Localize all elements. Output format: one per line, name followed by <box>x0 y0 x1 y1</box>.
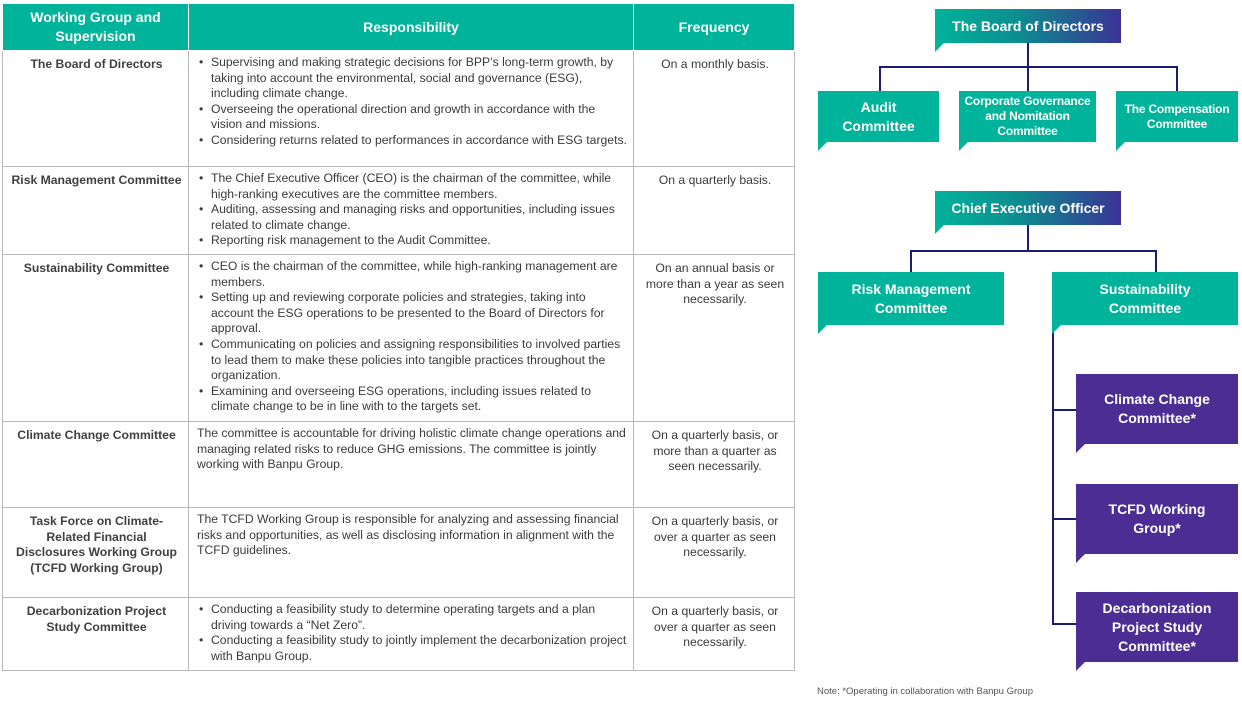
audit-committee-box: Audit Committee <box>818 91 939 142</box>
row-text: The committee is accountable for driving holistic climate change operations and managing related risks to reduce GHG emissions. The committee is jointly working with Banpu Group. <box>197 426 626 472</box>
table-row <box>3 598 795 671</box>
corporate-governance-committee-box: Corporate Governance and Nomitation Committee <box>959 91 1096 142</box>
list-item: • CEO is the chairman of the committee, while high-ranking management are members. <box>211 259 627 290</box>
connector-line <box>1052 409 1076 411</box>
list-item: • Reporting risk management to the Audit Committee. <box>211 233 627 249</box>
list-item: • Conducting a feasibility study to determine operating targets and a plan driving towards a “Net Zero”. <box>211 602 627 633</box>
row-name: Sustainability Committee <box>3 255 189 422</box>
ceo-box: Chief Executive Officer <box>935 191 1121 225</box>
connector-line <box>1052 518 1076 520</box>
sustainability-committee-box: Sustainability Committee <box>1052 272 1238 325</box>
connector-line <box>1027 66 1029 91</box>
row-name: Risk Management Committee <box>3 167 189 255</box>
list-item: • Overseeing the operational direction and growth in accordance with the vision and missions. <box>211 102 627 133</box>
header-working-group: Working Group and Supervision <box>3 4 189 51</box>
connector-line <box>1052 327 1054 624</box>
row-frequency: On a quarterly basis, or over a quarter as seen necessarily. <box>634 598 795 671</box>
list-item: • Examining and overseeing ESG operations, including issues related to climate change to be in line with to the targets set. <box>211 384 627 415</box>
header-frequency: Frequency <box>634 4 795 51</box>
row-responsibility <box>189 255 634 422</box>
row-responsibility <box>189 598 634 671</box>
list-item: • Communicating on policies and assigning responsibilities to involved parties to lead them to make these policies into tangible practices throughout the organization. <box>211 337 627 384</box>
row-name: The Board of Directors <box>3 51 189 167</box>
row-frequency: On a quarterly basis, or more than a quarter as seen necessarily. <box>634 422 795 508</box>
governance-table <box>2 3 795 671</box>
connector-line <box>1027 225 1029 251</box>
board-of-directors-box: The Board of Directors <box>935 9 1121 43</box>
connector-line <box>910 250 912 272</box>
compensation-committee-box: The Compensation Committee <box>1116 91 1238 142</box>
tcfd-working-group-box: TCFD Working Group* <box>1076 484 1238 554</box>
list-item: • Conducting a feasibility study to jointly implement the decarbonization project with Banpu Group. <box>211 633 627 664</box>
table-row <box>3 255 795 422</box>
row-name: Decarbonization Project Study Committee <box>3 598 189 671</box>
footnote: Note: *Operating in collaboration with Banpu Group <box>817 686 1033 697</box>
table-row <box>3 508 795 598</box>
list-item: • Setting up and reviewing corporate policies and strategies, taking into account the ESG operations to be presented to the Board of Directors for approval. <box>211 290 627 337</box>
list-item: • Considering returns related to performances in accordance with ESG targets. <box>211 133 627 149</box>
row-name: Task Force on Climate-Related Financial Disclosures Working Group (TCFD Working Group) <box>3 508 189 598</box>
row-responsibility <box>189 508 634 598</box>
row-frequency: On a quarterly basis, or over a quarter as seen necessarily. <box>634 508 795 598</box>
row-responsibility <box>189 51 634 167</box>
table-row <box>3 51 795 167</box>
climate-change-committee-box: Climate Change Committee* <box>1076 374 1238 444</box>
connector-line <box>1176 66 1178 91</box>
connector-line <box>1052 623 1076 625</box>
list-item: • Supervising and making strategic decisions for BPP’s long-term growth, by taking into account the environmental, social and governance (ESG), including climate change. <box>211 55 627 102</box>
table-header-row <box>3 4 795 51</box>
table-row <box>3 422 795 508</box>
header-responsibility: Responsibility <box>189 4 634 51</box>
row-name: Climate Change Committee <box>3 422 189 508</box>
risk-management-committee-box: Risk Management Committee <box>818 272 1004 325</box>
connector-line <box>879 66 881 91</box>
list-item: • The Chief Executive Officer (CEO) is the chairman of the committee, while high-ranking executives are the committee members. <box>211 171 627 202</box>
table-row <box>3 167 795 255</box>
row-frequency: On a quarterly basis. <box>634 167 795 255</box>
row-responsibility <box>189 167 634 255</box>
decarbonization-committee-box: Decarbonization Project Study Committee* <box>1076 592 1238 662</box>
list-item: • Auditing, assessing and managing risks and opportunities, including issues related to climate change. <box>211 202 627 233</box>
row-text: The TCFD Working Group is responsible for analyzing and assessing financial risks and opportunities, as well as disclosing information in alignment with the TCFD guidelines. <box>197 512 619 558</box>
row-frequency: On a monthly basis. <box>634 51 795 167</box>
row-responsibility <box>189 422 634 508</box>
connector-line <box>910 250 1156 252</box>
row-frequency: On an annual basis or more than a year as seen necessarily. <box>634 255 795 422</box>
connector-line <box>1155 250 1157 272</box>
connector-line <box>1027 43 1029 67</box>
